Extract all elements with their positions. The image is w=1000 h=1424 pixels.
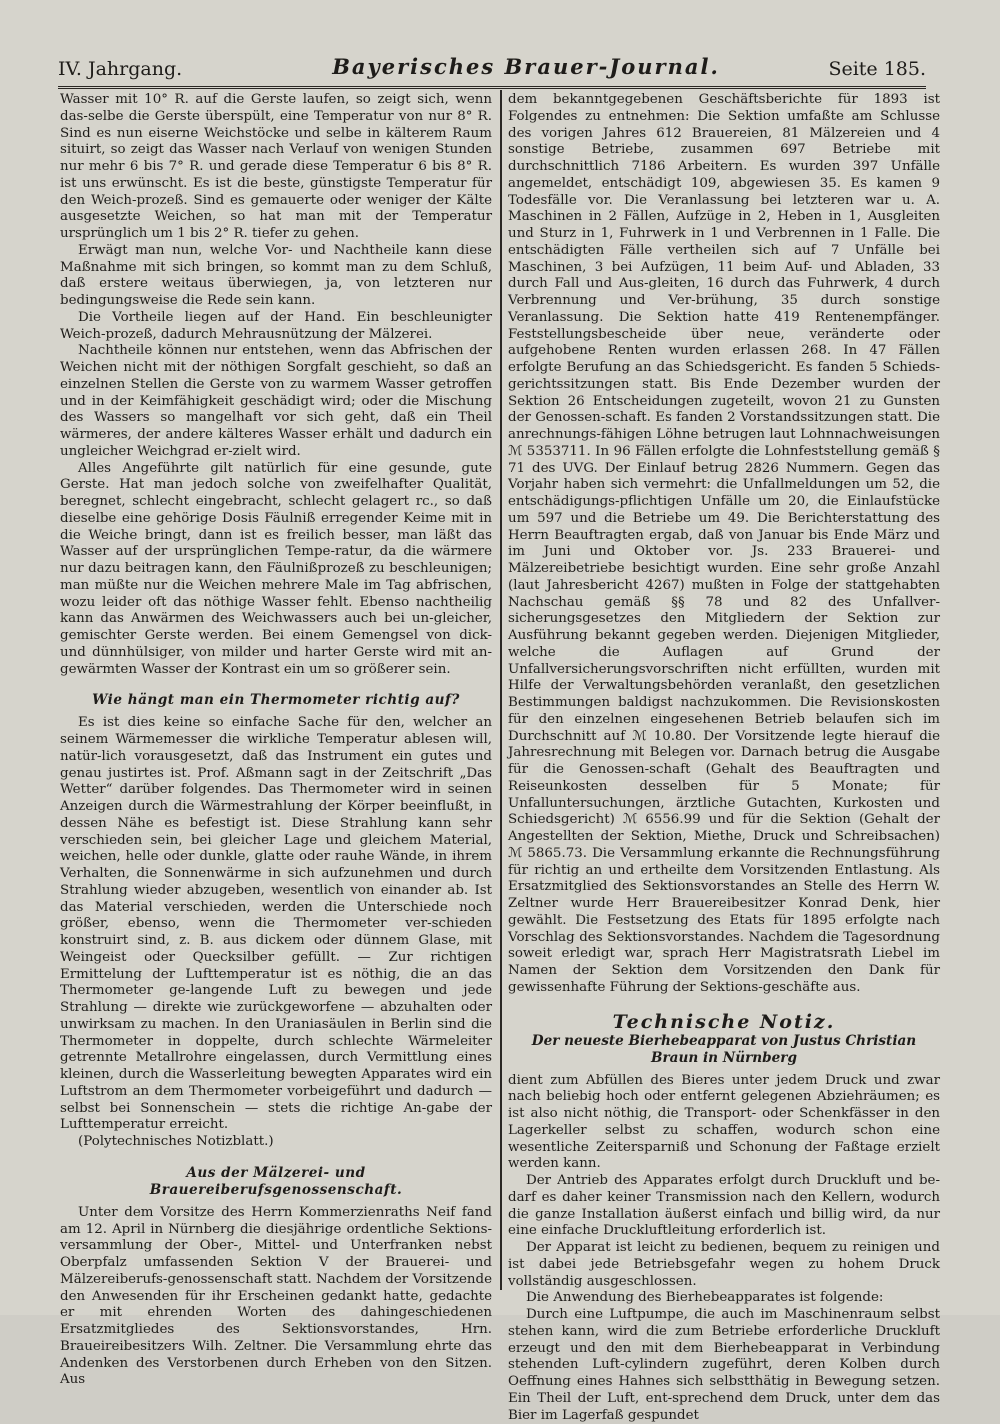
paragraph: dient zum Abfüllen des Bieres unter jedem Druck und zwar nach beliebig hoch oder entfernt gelegenen Abziehräumen; es ist also nicht nöthig, die Transport- oder Schenkfässer in den Lagerkeller selbst zu schaffen, wodurch schon eine wesentliche Zeitersparniß und Schonung der Faßtage erzielt werden kann. bbox=[508, 1072, 940, 1172]
thermometer-heading: Wie hängt man ein Thermometer richtig auf? bbox=[92, 692, 460, 709]
paragraph: Die Vortheile liegen auf der Hand. Ein beschleunigter Weich-prozeß, dadurch Mehrausnützung der Mälzerei. bbox=[60, 309, 492, 342]
technical-note-subheading: Der neueste Bierhebeapparat von Justus Christian Braun in Nürnberg bbox=[531, 1032, 917, 1066]
source-note: (Polytechnisches Notizblatt.) bbox=[78, 1134, 274, 1149]
paragraph: Der Apparat ist leicht zu bedienen, bequem zu reinigen und ist dabei jede Betriebsgefahr wegen zu hohem Druck vollständig ausgeschlossen. bbox=[508, 1240, 940, 1289]
page-header bbox=[58, 54, 926, 84]
right-column bbox=[508, 92, 940, 1424]
paragraph: Es ist dies keine so einfache Sache für den, welcher an seinem Wärmemesser die wirkliche Temperatur ablesen will, natür-lich vorausgesetzt, daß das Instrument ein gutes und genau justirtes ist. Prof. Aßmann sagt in der Zeitschrift „Das Wetter“ darüber folgendes. Das Thermometer wird in seinen Anzeigen durch die Wärmestrahlung der Körper beeinflußt, in dessen Nähe es befestigt ist. Diese Strahlung kann sehr verschieden sein, bei gleicher Lage und gleichem Material, weichen, helle oder dunkle, glatte oder rauhe Wände, in ihrem Verhalten, die Sonnenwärme in sich aufzunehmen und durch Strahlung wieder abzugeben, wesentlich von einander ab. Ist das Material verschieden, werden die Unterschiede noch größer, ebenso, wenn die Thermometer ver-schieden konstruirt sind, z. B. aus dickem oder dünnem Glase, mit Weingeist oder Quecksilber gefüllt. — Zur richtigen Ermittelung der Lufttemperatur ist es nöthig, die an das Thermometer ge-langende Luft zu bewegen und jede Strahlung — direkte wie zurückgeworfene — abzuhalten oder unwirksam zu machen. In den Uraniasäulen in Berlin sind die Thermometer in doppelte, durch schlechte Wärmeleiter getrennte Metallrohre eingelassen, durch Vermittlung eines kleinen, durch die Wasserleitung bewegten Apparates wird ein Luftstrom an dem Thermometer vorbeigeführt und dadurch — selbst bei Sonnenschein — stets die richtige An-gabe der Lufttemperatur erreicht. bbox=[60, 715, 492, 1133]
paragraph: Unter dem Vorsitze des Herrn Kommerzienraths Neif fand am 12. April in Nürnberg die diesjährige ordentliche Sektions-versammlung der Ober-, Mittel- und Unterfranken nebst Oberpfalz umfassenden Sektion V der Brauerei- und Mälzereiberufs-genossenschaft statt. Nachdem der Vorsitzende den Anwesenden für ihr Erscheinen gedankt hatte, gedachte er mit ehrenden Worten des dahingeschiedenen Ersatzmitgliedes des Sektionsvorstandes, Hrn. Braueireibesitzers Wilh. Zeltner. Die Versammlung ehrte das Andenken des Verstorbenen durch Erheben von den Sitzen. Aus bbox=[60, 1204, 492, 1388]
technical-note-heading: Technische Notiz. bbox=[612, 1010, 836, 1033]
left-column bbox=[60, 92, 492, 1389]
journal-title: Bayerisches Brauer-Journal. bbox=[332, 54, 720, 79]
paragraph: Alles Angeführte gilt natürlich für eine gesunde, gute Gerste. Hat man jedoch solche von zweifelhafter Qualität, beregnet, schlecht eingebracht, schlecht gelagert rc., so daß dieselbe eine gehörige Dosis Fäulniß erregender Keime mit in die Weiche bringt, dann ist es freilich besser, man läßt das Wasser auf der ursprünglichen Tempe-ratur, da die wärmere nur dazu beitragen kann, den Fäulnißprozeß zu beschleunigen; man müßte nur die Weichen mehrere Male im Tag abfrischen, wozu leider oft das nöthige Wasser fehlt. Ebenso nachtheilig kann das Anwärmen des Weichwassers auch bei un-gleicher, gemischter Gerste werden. Bei einem Gemengsel von dick- und dünnhülsiger, von milder und harter Gerste wird mit an-gewärmten Wasser der Kontrast ein um so größerer sein. bbox=[60, 460, 492, 677]
page-number: Seite 185. bbox=[828, 58, 926, 80]
volume-label: IV. Jahrgang. bbox=[58, 58, 183, 80]
paragraph: Wasser mit 10° R. auf die Gerste laufen, so zeigt sich, wenn das-selbe die Gerste überspült, eine Temperatur von nur 8° R. Sind es nun eiserne Weichstöcke und selbe in kälterem Raum situirt, so zeigt das Wasser nach Verlauf von wenigen Stunden nur mehr 6 bis 7° R. und gerade diese Temperatur 6 bis 8° R. ist uns erwünscht. Es ist die beste, günstigste Temperatur für den Weich-prozeß. Sind es gemauerte oder weniger der Kälte ausgesetzte Weichen, so hat man mit der Temperatur ursprünglich um 1 bis 2° R. tiefer zu gehen. bbox=[60, 92, 492, 241]
paragraph: Durch eine Luftpumpe, die auch im Maschinenraum selbst stehen kann, wird die zum Betriebe erforderliche Druckluft erzeugt und den mit dem Bierhebeapparat in Verbindung stehenden Luft-cylindern zugeführt, deren Kolben durch Oeffnung eines Hahnes sich selbstthätig in Bewegung setzen. Ein Theil der Luft, ent-sprechend dem Druck, unter dem das Bier im Lagerfaß gespundet bbox=[508, 1307, 940, 1423]
column-divider bbox=[500, 90, 502, 1290]
paragraph: dem bekanntgegebenen Geschäftsberichte für 1893 ist Folgendes zu entnehmen: Die Sektion umfaßte am Schlusse des vorigen Jahres 612 Brauereien, 81 Mälzereien und 4 sonstige Betriebe, zusammen 697 Betriebe mit durchschnittlich 7186 Arbeitern. Es wurden 397 Unfälle angemeldet, entschädigt 109, abgewiesen 35. Es kamen 9 Todesfälle vor. Die Veranlassung bei letzteren war u. A. Maschinen in 2 Fällen, Aufzüge in 2, Heben in 1, Ausgleiten und Sturz in 1, Fuhrwerk in 1 und Verbrennen in 1 Falle. Die entschädigten Fälle vertheilen sich auf 7 Unfälle bei Maschinen, 3 bei Aufzügen, 11 beim Auf- und Abladen, 33 durch Fall und Aus-gleiten, 16 durch das Fuhrwerk, 4 durch Verbrennung und Ver-brühung, 35 durch sonstige Veranlassung. Die Sektion hatte 419 Rentenempfänger. Feststellungsbescheide über neue, veränderte oder aufgehobene Renten wurden erlassen 268. In 47 Fällen erfolgte Berufung an das Schiedsgericht. Es fanden 5 Schieds-gerichtssitzungen statt. Bis Ende Dezember wurden der Sektion 26 Entscheidungen zugeteilt, wovon 21 zu Gunsten der Genossen-schaft. Es fanden 2 Vorstandssitzungen statt. Die anrechnungs-fähigen Löhne betrugen laut Lohnnachweisungen ℳ 5353711. In 96 Fällen erfolgte die Lohnfeststellung gemäß § 71 des UVG. Der Einlauf betrug 2826 Nummern. Gegen das Vorjahr haben sich vermehrt: die Unfallmeldungen um 52, die entschädigungs-pflichtigen Unfälle um 20, die Einlaufstücke um 597 und die Betriebe um 49. Die Berichterstattung des Herrn Beauftragten ergab, daß von Januar bis Ende März und im Juni und Oktober vor. Js. 233 Brauerei- und Mälzereibetriebe besichtigt wurden. Eine sehr große Anzahl (laut Jahresbericht 4267) mußten in Folge der stattgehabten Nachschau gemäß §§ 78 und 82 des Unfallver-sicherungsgesetzes den Mitgliedern der Sektion zur Ausführung bekannt gegeben werden. Diejenigen Mitglieder, welche die Auflagen auf Grund der Unfallversicherungsvorschriften nicht erfüllten, wurden mit Hilfe der Verwaltungsbehörden veranlaßt, den gesetzlichen Bestimmungen baldigst nachzukommen. Die Revisionskosten für den einzelnen eingesehenen Betrieb belaufen sich im Durchschnitt auf ℳ 10.80. Der Vorsitzende legte hierauf die Jahresrechnung mit Belegen vor. Darnach betrug die Ausgabe für die Genossen-schaft (Gehalt des Beauftragten und Reiseunkosten desselben für 5 Monate; für Unfalluntersuchungen, ärztliche Gutachten, Kurkosten und Schiedsgericht) ℳ 6556.99 und für die Sektion (Gehalt der Angestellten der Sektion, Miethe, Druck und Schreibsachen) ℳ 5865.73. Die Versammlung erkannte die Rechnungsführung für richtig an und ertheilte dem Vorsitzenden Entlastung. Als Ersatzmitglied des Sektionsvorstandes an Stelle des Herrn W. Zeltner wurde Herr Brauereibesitzer Konrad Denk, hier gewählt. Die Festsetzung des Etats für 1895 erfolgte nach Vorschlag des Sektionsvorstandes. Nachdem die Tagesordnung soweit erledigt war, sprach Herr Magistratsrath Liebel im Namen der Sektion dem Vorsitzenden den Dank für gewissenhafte Führung der Sektions-geschäfte aus. bbox=[508, 92, 940, 995]
paragraph: Der Antrieb des Apparates erfolgt durch Druckluft und be-darf es daher keiner Transmission nach den Kellern, wodurch die ganze Installation äußerst einfach und billig wird, da nur eine einfache Druckluftleitung erforderlich ist. bbox=[508, 1173, 940, 1239]
header-rule bbox=[58, 86, 926, 89]
paragraph: Erwägt man nun, welche Vor- und Nachtheile kann diese Maßnahme mit sich bringen, so kommt man zu dem Schluß, daß erstere weitaus überwiegen, ja, von letzteren nur bedingungsweise die Rede sein kann. bbox=[60, 242, 492, 308]
genossenschaft-heading: Aus der Mälzerei- und Brauereiberufsgenossenschaft. bbox=[149, 1164, 403, 1198]
paragraph: Nachtheile können nur entstehen, wenn das Abfrischen der Weichen nicht mit der nöthigen Sorgfalt geschieht, so daß an einzelnen Stellen die Gerste von zu warmem Wasser getroffen und in der Keimfähigkeit geschädigt wird; oder die Mischung des Wassers so mangelhaft vor sich geht, daß ein Theil wärmeres, der andere kälteres Wasser erhält und dadurch ein ungleicher Weichgrad er-zielt wird. bbox=[60, 343, 492, 459]
paragraph: Die Anwendung des Bierhebeapparates ist folgende: bbox=[526, 1290, 884, 1306]
